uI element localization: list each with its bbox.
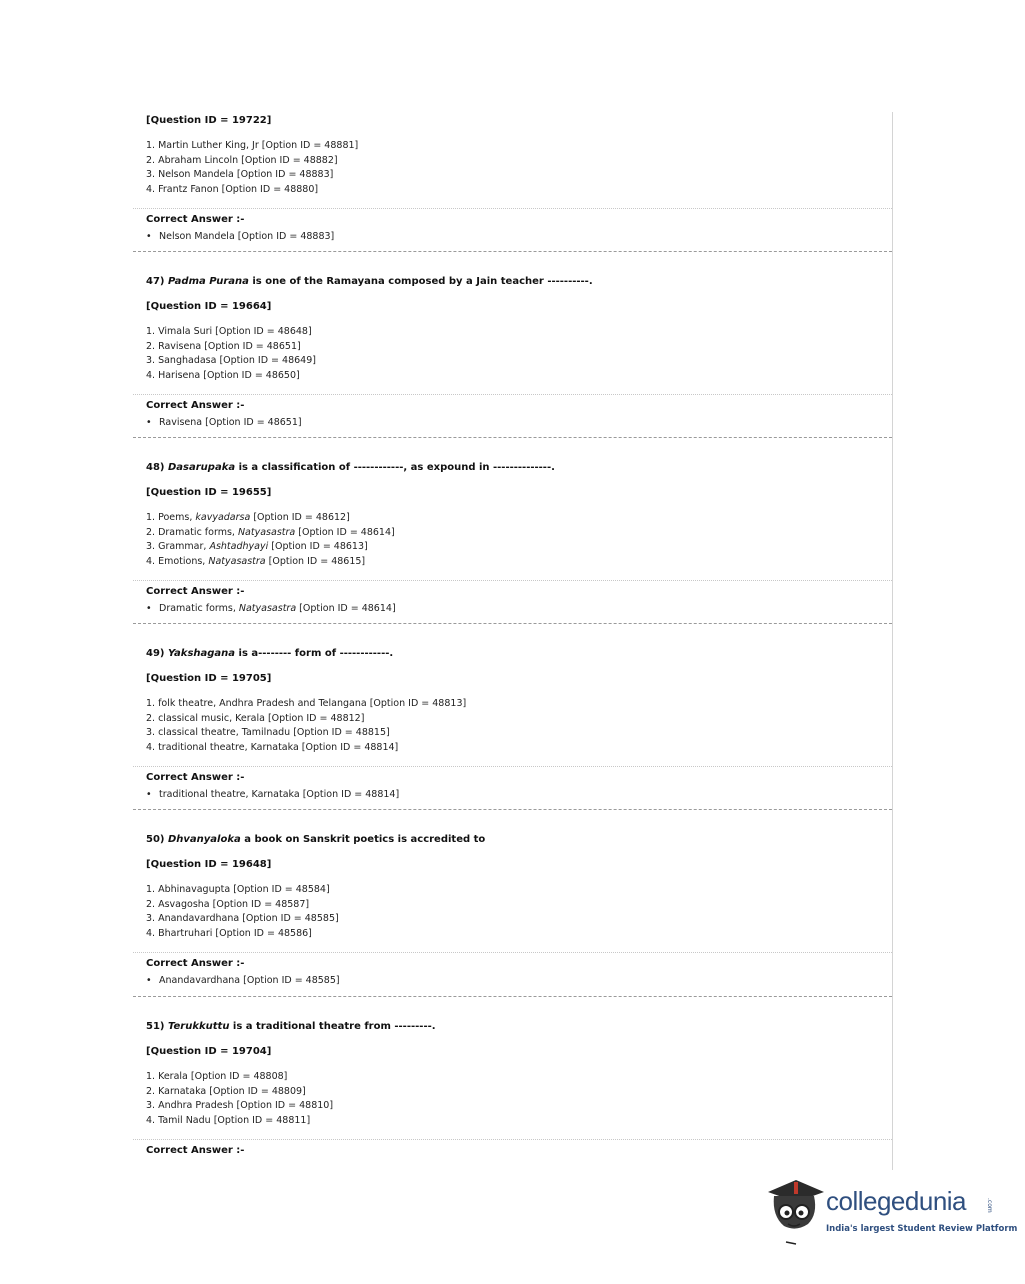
- option-2: 2. classical music, Kerala [Option ID = 48812]: [146, 712, 365, 724]
- options-list: [146, 511, 395, 569]
- options-list: [146, 883, 339, 941]
- question-separator: [133, 809, 892, 810]
- divider: [133, 766, 892, 767]
- option-1: 1. Kerala [Option ID = 48808]: [146, 1071, 288, 1082]
- option-1: 1. folk theatre, Andhra Pradesh and Telangana [Option ID = 48813]: [146, 698, 467, 709]
- option-3: 3. Sanghadasa [Option ID = 48649]: [146, 355, 316, 367]
- bullet-icon: •: [146, 789, 152, 800]
- options-list: [146, 139, 358, 197]
- question-title-rest: is a-------- form of ------------.: [235, 648, 394, 659]
- question-title-italic: Dhvanyaloka: [167, 834, 241, 845]
- question-text: [146, 462, 555, 473]
- correct-answer-label: Correct Answer :-: [146, 1145, 245, 1156]
- question-title-italic: Padma Purana: [167, 276, 249, 287]
- correct-answer-text: Ravisena [Option ID = 48651]: [159, 417, 302, 428]
- option-2: 2. Dramatic forms, Natyasastra [Option ID = 48614]: [146, 526, 395, 538]
- correct-answer-label: Correct Answer :-: [146, 400, 245, 411]
- question-number: 49): [146, 648, 165, 659]
- question-title-rest: is a traditional theatre from ---------.: [229, 1021, 436, 1032]
- divider: [133, 1139, 892, 1140]
- option-2: 2. Abraham Lincoln [Option ID = 48882]: [146, 154, 338, 166]
- question-title-italic: Yakshagana: [167, 648, 236, 659]
- correct-answer-text: Anandavardhana [Option ID = 48585]: [159, 975, 340, 986]
- correct-answer-text: traditional theatre, Karnataka [Option ID = 48814]: [159, 789, 400, 800]
- option-2: 2. Ravisena [Option ID = 48651]: [146, 340, 301, 352]
- logo-wordmark: collegedunia: [826, 1186, 967, 1216]
- question-id: [Question ID = 19664]: [146, 301, 272, 312]
- option-1: 1. Vimala Suri [Option ID = 48648]: [146, 326, 312, 337]
- option-1: 1. Poems, kavyadarsa [Option ID = 48612]: [146, 512, 350, 523]
- question-separator: [133, 437, 892, 438]
- question-number: 48): [146, 462, 165, 473]
- correct-answer: • Dramatic forms, Natyasastra [Option ID = 48614]: [146, 603, 396, 614]
- option-4: 4. Bhartruhari [Option ID = 48586]: [146, 927, 312, 939]
- question-text: [146, 1021, 436, 1032]
- question-id: [Question ID = 19705]: [146, 673, 272, 684]
- correct-answer-label: Correct Answer :-: [146, 772, 245, 783]
- bullet-icon: •: [146, 603, 152, 614]
- question-paper-page: [133, 112, 893, 1170]
- correct-answer: [146, 789, 399, 800]
- option-1: 1. Martin Luther King, Jr [Option ID = 48881]: [146, 140, 359, 151]
- option-3: 3. Grammar, Ashtadhyayi [Option ID = 48613]: [146, 541, 368, 553]
- bullet-icon: •: [146, 417, 152, 428]
- logo-tagline: India's largest Student Review Platform: [826, 1224, 1018, 1234]
- question-title-rest: a book on Sanskrit poetics is accredited to: [240, 834, 486, 845]
- question-separator: [133, 623, 892, 624]
- correct-answer-text: Nelson Mandela [Option ID = 48883]: [159, 231, 335, 242]
- question-separator: [133, 251, 892, 252]
- option-3: 3. Andhra Pradesh [Option ID = 48810]: [146, 1100, 334, 1112]
- question-title-italic: Dasarupaka: [167, 462, 236, 473]
- question-text: [146, 834, 485, 845]
- option-3: 3. classical theatre, Tamilnadu [Option ID = 48815]: [146, 727, 390, 739]
- option-2: 2. Karnataka [Option ID = 48809]: [146, 1085, 306, 1097]
- option-4: 4. Tamil Nadu [Option ID = 48811]: [146, 1114, 311, 1126]
- question-id: [Question ID = 19704]: [146, 1046, 272, 1057]
- question-id: [Question ID = 19722]: [146, 115, 272, 126]
- collegedunia-logo: [764, 1176, 1018, 1248]
- option-4: 4. Harisena [Option ID = 48650]: [146, 369, 300, 381]
- question-separator: [133, 996, 892, 997]
- divider: [133, 580, 892, 581]
- question-number: 51): [146, 1021, 165, 1032]
- option-4: 4. Emotions, Natyasastra [Option ID = 48615]: [146, 555, 366, 567]
- divider: [133, 394, 892, 395]
- question-text: [146, 276, 593, 287]
- options-list: [146, 1070, 333, 1128]
- bullet-icon: •: [146, 231, 152, 242]
- correct-answer: [146, 417, 302, 428]
- correct-answer: [146, 975, 340, 986]
- correct-answer-label: Correct Answer :-: [146, 586, 245, 597]
- mascot-icon: [764, 1176, 824, 1248]
- question-id: [Question ID = 19655]: [146, 487, 272, 498]
- question-text: [146, 648, 393, 659]
- question-title-rest: is one of the Ramayana composed by a Jain teacher ----------.: [248, 276, 593, 287]
- logo-domain: .com: [986, 1198, 993, 1213]
- divider: [133, 952, 892, 953]
- options-list: [146, 325, 316, 383]
- options-list: [146, 697, 466, 755]
- option-4: 4. traditional theatre, Karnataka [Option ID = 48814]: [146, 741, 399, 753]
- option-2: 2. Asvagosha [Option ID = 48587]: [146, 898, 310, 910]
- question-title-italic: Terukkuttu: [167, 1021, 230, 1032]
- option-4: 4. Frantz Fanon [Option ID = 48880]: [146, 183, 319, 195]
- bullet-icon: •: [146, 975, 152, 986]
- question-number: 47): [146, 276, 165, 287]
- correct-answer-label: Correct Answer :-: [146, 958, 245, 969]
- option-3: 3. Anandavardhana [Option ID = 48585]: [146, 913, 339, 925]
- question-id: [Question ID = 19648]: [146, 859, 272, 870]
- option-1: 1. Abhinavagupta [Option ID = 48584]: [146, 884, 330, 895]
- option-3: 3. Nelson Mandela [Option ID = 48883]: [146, 169, 334, 181]
- correct-answer-label: Correct Answer :-: [146, 214, 245, 225]
- question-number: 50): [146, 834, 165, 845]
- divider: [133, 208, 892, 209]
- question-title-rest: is a classification of ------------, as expound in --------------.: [235, 462, 555, 473]
- correct-answer: [146, 231, 334, 242]
